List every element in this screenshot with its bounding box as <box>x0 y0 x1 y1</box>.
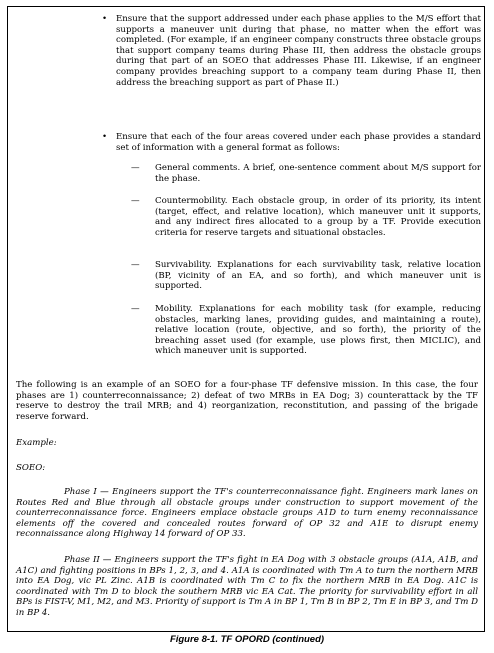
dash-mark: — <box>131 196 140 206</box>
sub-item-countermobility <box>131 196 481 238</box>
figure-caption: Figure 8-1. TF OPORD (continued) <box>169 634 325 645</box>
bullet-item-four-areas <box>102 132 481 153</box>
soeo-label: SOEO: <box>16 463 46 473</box>
dash-mark: — <box>131 304 140 314</box>
sub-item-survivability <box>131 260 481 292</box>
bullet-mark: • <box>102 132 108 142</box>
bullet-mark: • <box>102 14 108 24</box>
document-page <box>7 6 485 632</box>
dash-mark: — <box>131 260 140 270</box>
dash-mark: — <box>131 163 140 173</box>
bullet-text: Ensure that each of the four areas covered under each phase provides a standard set of information with a general format as follows: <box>116 132 481 153</box>
sub-item-general-comments <box>131 163 481 184</box>
example-label: Example: <box>16 438 57 448</box>
phase-one-paragraph: Phase I — Engineers support the TF's counterreconnaissance fight. Engineers mark lanes on Routes Red and Blue through all obstacle groups under construction to support movement of the counterreconnaissance force. Engineers emplace obstacle groups A1D to turn enemy reconnaissance elements off the covered and concealed routes forward of OP 32 and A1E to disrupt enemy reconnaissance along Highway 14 forward of OP 33. <box>16 487 478 540</box>
sub-item-mobility <box>131 304 481 357</box>
phase-two-paragraph: Phase II — Engineers support the TF's fight in EA Dog with 3 obstacle groups (A1A, A1B, and A1C) and fighting positions in BPs 1, 2, 3, and 4. A1A is coordinated with Tm A to turn the northern MRB into EA Dog, vic PL Zinc. A1B is coordinated with Tm C to fix the northern MRB in EA Dog. A1C is coordinated with Tm D to block the southern MRB vic EA Cat. The priority for survivability effort in all BPs is FIST-V, M1, M2, and M3. Priority of support is Tm A in BP 1, Tm B in BP 2, Tm E in BP 3, and Tm D in BP 4. <box>16 555 478 618</box>
sub-item-text: General comments. A brief, one-sentence comment about M/S support for the phase. <box>155 163 481 184</box>
sub-item-text: Countermobility. Each obstacle group, in order of its priority, its intent (target, effect, and relative location), which maneuver unit it supports, and any indirect fires allocated to a group by a TF. Provide execution criteria for reserve targets and situational obstacles. <box>155 196 481 238</box>
bullet-item-support-phase <box>102 14 481 88</box>
sub-item-text: Mobility. Explanations for each mobility task (for example, reducing obstacles, marking lanes, providing guides, and maintaining a route), relative location (route, objective, and so forth), the priority of the breaching asset used (for example, use plows first, then MICLIC), and which maneuver unit is supported. <box>155 304 481 357</box>
sub-item-text: Survivability. Explanations for each survivability task, relative location (BP, vicinity of an EA, and so forth), and which maneuver unit is supported. <box>155 260 481 292</box>
intro-paragraph: The following is an example of an SOEO for a four-phase TF defensive mission. In this case, the four phases are 1) counterreconnaissance; 2) defeat of two MRBs in EA Dog; 3) counterattack by the TF reserve to destroy the trail MRB; and 4) reorganization, reconstitution, and passing of the brigade reserve forward. <box>16 380 478 422</box>
bullet-text: Ensure that the support addressed under each phase applies to the M/S effort that supports a maneuver unit during that phase, no matter when the effort was completed. (For example, if an engineer company constructs three obstacle groups that support company teams during Phase III, then address the obstacle groups during that part of an SOEO that addresses Phase III. Likewise, if an engineer company provides breaching support to a company team during Phase II, then address the breaching support as part of Phase II.) <box>116 14 481 88</box>
